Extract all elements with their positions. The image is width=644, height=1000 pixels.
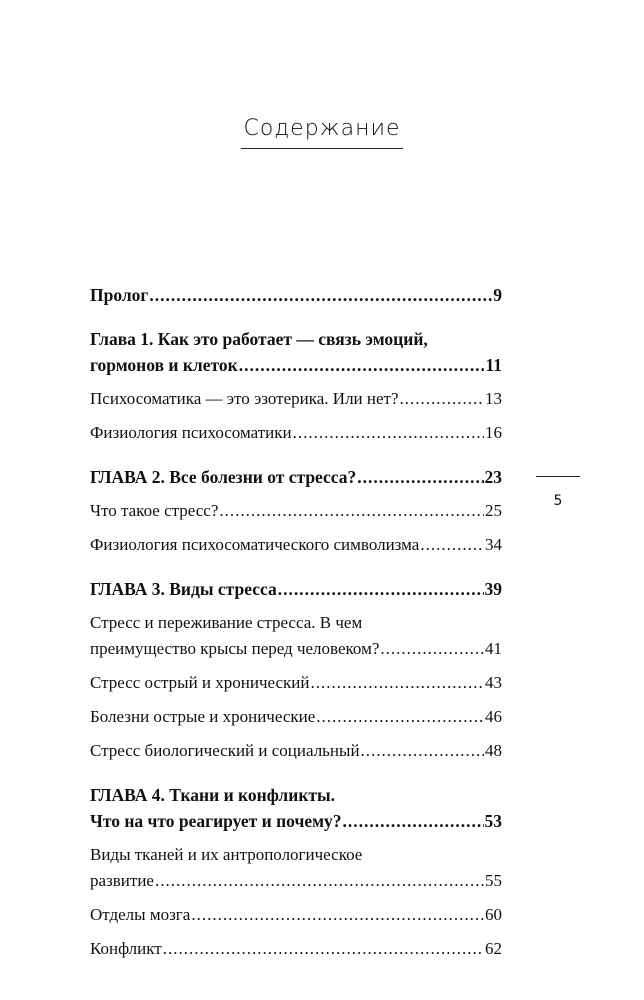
toc-label-line2: гормонов и клеток — [90, 355, 238, 375]
toc-entry-ch4-sec1[interactable] — [90, 842, 502, 894]
toc-entry-ch4-sec2[interactable] — [90, 902, 502, 928]
leader-dots — [420, 532, 484, 558]
toc-entry-ch3-sec3[interactable] — [90, 704, 502, 730]
toc-label: Физиология психосоматического символизма — [90, 535, 420, 554]
toc-label-line2: Что на что реагирует и почему? — [90, 811, 342, 831]
toc-label: ГЛАВА 3. Виды стресса — [90, 579, 277, 599]
toc-entry-ch3-sec4[interactable] — [90, 738, 502, 764]
toc-label-line1: Стресс и переживание стресса. В чем — [90, 613, 363, 632]
leader-dots — [278, 576, 484, 602]
leader-dots — [149, 282, 492, 308]
toc-label: Психосоматика — это эзотерика. Или нет? — [90, 389, 399, 408]
toc-entry-ch2-sec1[interactable] — [90, 498, 502, 524]
toc-page: 41 — [485, 639, 502, 658]
toc-entry-chapter-4[interactable] — [90, 782, 502, 834]
leader-dots — [380, 636, 484, 662]
toc-entry-ch1-sec1[interactable] — [90, 386, 502, 412]
toc-label: ГЛАВА 2. Все болезни от стресса? — [90, 467, 357, 487]
toc-page: 11 — [485, 355, 502, 375]
page-number: 5 — [553, 493, 563, 509]
toc-label: Конфликт — [90, 939, 162, 958]
leader-dots — [163, 936, 484, 962]
toc-page: 62 — [485, 939, 502, 958]
toc-page: 34 — [485, 535, 502, 554]
leader-dots — [155, 868, 484, 894]
toc-entry-ch3-sec2[interactable] — [90, 670, 502, 696]
page-heading — [0, 116, 644, 149]
toc-entry-chapter-2[interactable] — [90, 464, 502, 490]
toc-entry-ch3-sec1[interactable] — [90, 610, 502, 662]
leader-dots — [239, 352, 485, 378]
toc-label-line1: ГЛАВА 4. Ткани и конфликты. — [90, 785, 336, 805]
toc-entry-chapter-3[interactable] — [90, 576, 502, 602]
toc-page: 13 — [485, 389, 502, 408]
toc-page: 16 — [485, 423, 502, 442]
leader-dots — [219, 498, 484, 524]
toc-page: 43 — [485, 673, 502, 692]
toc-entry-chapter-1[interactable] — [90, 326, 502, 378]
toc-label: Отделы мозга — [90, 905, 191, 924]
toc-label-line2: преимущество крысы перед человеком? — [90, 639, 380, 658]
toc-label-line1: Виды тканей и их антропологическое — [90, 845, 363, 864]
toc-page: 23 — [484, 467, 502, 487]
toc-label: Что такое стресс? — [90, 501, 219, 520]
leader-dots — [400, 386, 484, 412]
toc-page: 60 — [485, 905, 502, 924]
leader-dots — [191, 902, 484, 928]
leader-dots — [316, 704, 484, 730]
toc-entry-ch4-sec3[interactable] — [90, 936, 502, 962]
toc-page: 9 — [493, 285, 502, 305]
toc-entry-ch2-sec2[interactable] — [90, 532, 502, 558]
toc-page: 39 — [484, 579, 502, 599]
toc-label-line2: развитие — [90, 871, 154, 890]
toc-label-line1: Глава 1. Как это работает — связь эмоций, — [90, 329, 428, 349]
contents-title: Содержание — [241, 116, 402, 149]
toc-page: 25 — [485, 501, 502, 520]
toc-page: 48 — [485, 741, 502, 760]
toc-page: 46 — [485, 707, 502, 726]
leader-dots — [357, 464, 483, 490]
page-number-block — [536, 476, 580, 509]
leader-dots — [293, 420, 484, 446]
toc-label: Пролог — [90, 285, 149, 305]
toc-label: Физиология психосоматики — [90, 423, 292, 442]
table-of-contents — [90, 282, 502, 962]
toc-entry-ch1-sec2[interactable] — [90, 420, 502, 446]
toc-label: Стресс острый и хронический — [90, 673, 310, 692]
leader-dots — [361, 738, 484, 764]
toc-page: 53 — [484, 811, 502, 831]
leader-dots — [311, 670, 485, 696]
toc-label: Болезни острые и хронические — [90, 707, 316, 726]
page-number-rule — [536, 476, 580, 477]
toc-entry-prolog[interactable] — [90, 282, 502, 308]
toc-page: 55 — [485, 871, 502, 890]
leader-dots — [343, 808, 484, 834]
toc-label: Стресс биологический и социальный — [90, 741, 360, 760]
